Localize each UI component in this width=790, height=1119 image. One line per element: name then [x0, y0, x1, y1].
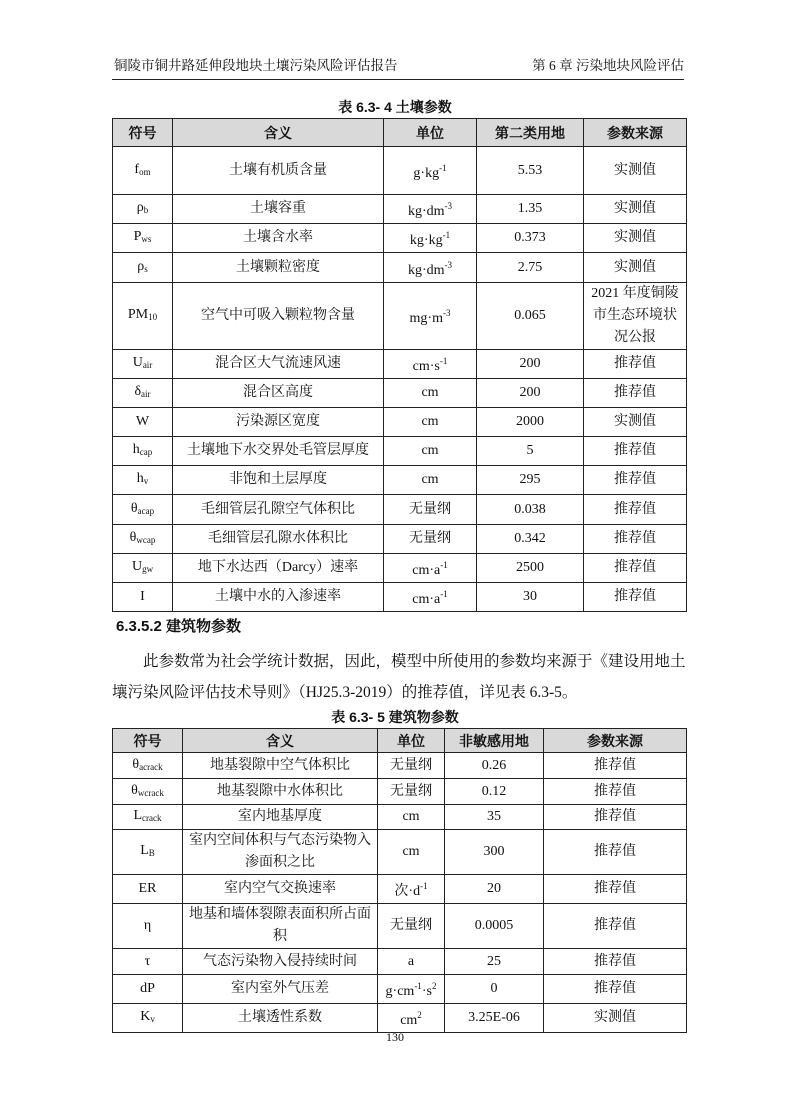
table-row — [113, 350, 687, 379]
unit-exponent: 2 — [431, 981, 437, 991]
unit-cell — [384, 495, 477, 525]
meaning-cell: 地下水达西（Darcy）速率 — [173, 554, 384, 583]
symbol: θ — [131, 782, 138, 798]
symbol-subscript: air — [141, 389, 151, 399]
unit-cell — [384, 437, 477, 466]
column-header: 参数来源 — [544, 729, 687, 753]
symbol-subscript: v — [143, 476, 149, 486]
symbol: U — [132, 355, 143, 370]
symbol-cell — [113, 283, 173, 350]
table-row — [113, 1004, 687, 1033]
meaning-cell: 土壤含水率 — [173, 224, 384, 253]
unit-text: cm·s — [412, 359, 440, 374]
symbol-cell — [113, 975, 183, 1004]
source-cell: 推荐值 — [544, 904, 687, 949]
unit-exponent: -1 — [440, 560, 448, 570]
symbol: I — [140, 589, 145, 604]
unit-text: cm — [421, 472, 439, 487]
source-cell: 推荐值 — [584, 583, 687, 612]
header-divider — [112, 79, 684, 80]
meaning-cell: 混合区高度 — [173, 379, 384, 408]
unit-cell — [378, 949, 445, 975]
meaning-cell: 气态污染物入侵持续时间 — [183, 949, 378, 975]
meaning-cell: 土壤容重 — [173, 195, 384, 224]
unit-text: kg·dm — [407, 204, 445, 219]
value-cell: 5 — [477, 437, 584, 466]
symbol-subscript: air — [142, 360, 153, 370]
value-cell: 20 — [445, 875, 544, 904]
unit-cell — [384, 147, 477, 195]
unit-text: cm — [421, 443, 439, 458]
building-parameters-table — [112, 728, 687, 1033]
symbol: h — [132, 442, 140, 457]
value-cell: 1.35 — [477, 195, 584, 224]
source-cell: 推荐值 — [584, 350, 687, 379]
value-cell: 3.25E-06 — [445, 1004, 544, 1033]
symbol: L — [140, 843, 149, 858]
symbol-cell — [113, 224, 173, 253]
unit-text: cm — [421, 414, 439, 429]
table-row — [113, 805, 687, 830]
meaning-cell: 地基裂隙中空气体积比 — [183, 753, 378, 779]
page-number: 130 — [386, 1030, 404, 1044]
symbol-subscript: ws — [141, 234, 152, 244]
symbol-subscript: cap — [139, 447, 153, 457]
symbol: ρ — [136, 200, 144, 215]
table-row — [113, 830, 687, 875]
symbol-cell — [113, 904, 183, 949]
unit-cell — [378, 830, 445, 875]
value-cell: 200 — [477, 350, 584, 379]
symbol-cell — [113, 583, 173, 612]
table-row — [113, 224, 687, 253]
unit-text: cm — [400, 1013, 418, 1028]
source-cell: 推荐值 — [584, 554, 687, 583]
unit-cell — [384, 583, 477, 612]
unit-text: 无量纲 — [409, 501, 451, 517]
value-cell: 2.75 — [477, 253, 584, 283]
symbol: U — [131, 559, 143, 574]
table-row — [113, 147, 687, 195]
meaning-cell: 土壤颗粒密度 — [173, 253, 384, 283]
unit-text: 次·d — [394, 884, 421, 899]
unit-text: cm — [421, 385, 439, 400]
unit-exponent: -3 — [444, 259, 453, 270]
unit-exponent: -1 — [439, 162, 447, 173]
table-row — [113, 437, 687, 466]
column-header: 参数来源 — [584, 119, 687, 147]
unit-cell — [378, 753, 445, 779]
symbol: PM — [127, 307, 149, 322]
soil-parameters-table — [112, 118, 687, 612]
symbol-subscript: om — [139, 166, 151, 177]
column-header: 含义 — [173, 119, 384, 147]
symbol-cell — [113, 779, 183, 805]
source-cell: 推荐值 — [544, 830, 687, 875]
symbol-cell — [113, 805, 183, 830]
meaning-cell: 室内地基厚度 — [183, 805, 378, 830]
source-cell: 推荐值 — [584, 525, 687, 554]
unit-exponent: -1 — [442, 230, 451, 240]
source-cell: 推荐值 — [544, 875, 687, 904]
source-cell: 推荐值 — [544, 779, 687, 805]
table-row — [113, 949, 687, 975]
source-cell: 推荐值 — [544, 949, 687, 975]
symbol: P — [133, 229, 142, 244]
meaning-cell: 空气中可吸入颗粒物含量 — [173, 283, 384, 350]
unit-text: mg·m — [409, 311, 443, 326]
unit-exponent: -1 — [439, 356, 448, 366]
table-row — [113, 408, 687, 437]
symbol-cell — [113, 753, 183, 779]
unit-cell — [384, 195, 477, 224]
symbol-cell — [113, 875, 183, 904]
symbol-cell — [113, 408, 173, 437]
table-row — [113, 195, 687, 224]
unit-text: 无量纲 — [390, 918, 432, 933]
symbol: η — [143, 918, 152, 933]
column-header: 第二类用地 — [477, 119, 584, 147]
meaning-cell: 室内室外气压差 — [183, 975, 378, 1004]
symbol-subscript: wcap — [136, 535, 156, 545]
symbol-cell — [113, 195, 173, 224]
symbol: h — [136, 471, 144, 486]
table-row — [113, 253, 687, 283]
value-cell: 0.342 — [477, 525, 584, 554]
source-cell: 推荐值 — [544, 753, 687, 779]
table1-caption: 表 6.3- 4 土壤参数 — [338, 99, 452, 115]
source-cell: 推荐值 — [584, 495, 687, 525]
value-cell: 0 — [445, 975, 544, 1004]
value-cell: 5.53 — [477, 147, 584, 195]
column-header: 单位 — [384, 119, 477, 147]
section-paragraph: 此参数常为社会学统计数据，因此，模型中所使用的参数均来源于《建设用地土壤污染风险评估技术导则》（HJ25.3-2019）的推荐值，详见表 6.3-5。 — [112, 653, 686, 701]
symbol-subscript: s — [144, 263, 148, 274]
source-cell: 推荐值 — [544, 805, 687, 830]
unit-text: cm·a — [412, 592, 441, 607]
value-cell: 0.038 — [477, 495, 584, 525]
source-cell: 实测值 — [584, 195, 687, 224]
symbol-cell — [113, 350, 173, 379]
source-cell: 实测值 — [584, 224, 687, 253]
unit-text: kg·dm — [407, 262, 445, 278]
symbol: θ — [130, 500, 138, 516]
meaning-cell: 室内空气交换速率 — [183, 875, 378, 904]
value-cell: 0.12 — [445, 779, 544, 805]
symbol: dP — [140, 981, 155, 996]
unit-cell — [378, 779, 445, 805]
column-header: 符号 — [113, 729, 183, 753]
source-cell: 实测值 — [584, 147, 687, 195]
unit-text: g·cm — [385, 984, 415, 999]
table2-caption: 表 6.3- 5 建筑物参数 — [331, 709, 459, 725]
meaning-cell: 土壤中水的入渗速率 — [173, 583, 384, 612]
value-cell: 200 — [477, 379, 584, 408]
table-row — [113, 554, 687, 583]
value-cell: 30 — [477, 583, 584, 612]
unit-cell — [378, 975, 445, 1004]
source-cell: 推荐值 — [584, 379, 687, 408]
unit-text: cm·a — [412, 563, 441, 578]
source-cell: 实测值 — [584, 408, 687, 437]
symbol-subscript: 10 — [148, 312, 158, 322]
column-header: 非敏感用地 — [445, 729, 544, 753]
unit-cell — [384, 525, 477, 554]
table-row — [113, 525, 687, 554]
unit-cell — [378, 904, 445, 949]
symbol: θ — [132, 756, 140, 772]
value-cell: 2500 — [477, 554, 584, 583]
unit-text: kg·kg — [409, 233, 443, 248]
unit-cell — [378, 875, 445, 904]
unit-text: a — [407, 953, 415, 969]
symbol-subscript: crack — [142, 813, 162, 823]
unit-exponent: -1 — [440, 589, 448, 599]
section-heading: 6.3.5.2 建筑物参数 — [116, 618, 242, 635]
value-cell: 295 — [477, 466, 584, 495]
value-cell: 2000 — [477, 408, 584, 437]
symbol-cell — [113, 830, 183, 875]
symbol-cell — [113, 495, 173, 525]
table-row — [113, 875, 687, 904]
source-cell: 2021 年度铜陵市生态环境状况公报 — [584, 283, 687, 350]
meaning-cell: 地基裂隙中水体积比 — [183, 779, 378, 805]
value-cell: 0.373 — [477, 224, 584, 253]
symbol-cell — [113, 253, 173, 283]
symbol: f — [134, 161, 140, 177]
unit-cell — [384, 466, 477, 495]
table-row — [113, 583, 687, 612]
unit-cell — [384, 408, 477, 437]
symbol-cell — [113, 525, 173, 554]
symbol-subscript: v — [150, 1014, 155, 1024]
meaning-cell: 室内空间体积与气态污染物入渗面积之比 — [183, 830, 378, 875]
source-cell: 实测值 — [584, 253, 687, 283]
unit-text: 无量纲 — [390, 757, 432, 773]
meaning-cell: 非饱和土层厚度 — [173, 466, 384, 495]
symbol-cell — [113, 466, 173, 495]
symbol: K — [140, 1009, 151, 1024]
table-row — [113, 495, 687, 525]
symbol-subscript: B — [148, 848, 155, 858]
table-row — [113, 283, 687, 350]
meaning-cell: 污染源区宽度 — [173, 408, 384, 437]
unit-cell — [384, 350, 477, 379]
symbol-cell — [113, 147, 173, 195]
symbol: θ — [129, 530, 137, 545]
value-cell: 0.0005 — [445, 904, 544, 949]
table-row — [113, 753, 687, 779]
symbol: τ — [144, 953, 151, 969]
symbol: L — [133, 808, 143, 823]
symbol-cell — [113, 554, 173, 583]
symbol: W — [135, 414, 150, 429]
table-row — [113, 975, 687, 1004]
table-row — [113, 779, 687, 805]
unit-cell — [384, 253, 477, 283]
symbol-subscript: wcrack — [137, 787, 164, 798]
unit-text: cm — [402, 844, 420, 859]
source-cell: 推荐值 — [584, 437, 687, 466]
value-cell: 0.065 — [477, 283, 584, 350]
symbol-cell — [113, 1004, 183, 1033]
unit-text: g·kg — [413, 165, 440, 181]
symbol-cell — [113, 379, 173, 408]
symbol-cell — [113, 437, 173, 466]
source-cell: 实测值 — [544, 1004, 687, 1033]
symbol: ER — [138, 881, 157, 896]
source-cell: 推荐值 — [544, 975, 687, 1004]
unit-cell — [378, 805, 445, 830]
unit-exponent: -3 — [444, 201, 453, 211]
symbol-subscript: acap — [137, 505, 155, 516]
unit-text: ·s — [421, 984, 432, 999]
meaning-cell: 毛细管层孔隙空气体积比 — [173, 495, 384, 525]
column-header: 含义 — [183, 729, 378, 753]
unit-cell — [384, 379, 477, 408]
meaning-cell: 混合区大气流速风速 — [173, 350, 384, 379]
symbol-subscript: acrack — [139, 761, 163, 772]
symbol-subscript: b — [143, 205, 149, 215]
column-header: 符号 — [113, 119, 173, 147]
meaning-cell: 毛细管层孔隙水体积比 — [173, 525, 384, 554]
unit-text: cm — [402, 809, 420, 824]
meaning-cell: 土壤地下水交界处毛管层厚度 — [173, 437, 384, 466]
unit-cell — [384, 224, 477, 253]
table-row — [113, 379, 687, 408]
value-cell: 35 — [445, 805, 544, 830]
symbol-cell — [113, 949, 183, 975]
unit-cell — [384, 283, 477, 350]
unit-cell — [384, 554, 477, 583]
running-header-chapter: 第 6 章 污染地块风险评估 — [532, 58, 684, 73]
symbol-subscript: gw — [142, 564, 154, 574]
column-header: 单位 — [378, 729, 445, 753]
symbol: δ — [134, 384, 142, 399]
running-header-title: 铜陵市铜井路延伸段地块土壤污染风险评估报告 — [114, 58, 398, 73]
unit-exponent: -1 — [414, 981, 422, 991]
value-cell: 300 — [445, 830, 544, 875]
unit-text: 无量纲 — [409, 531, 451, 546]
symbol: ρ — [137, 258, 145, 274]
unit-exponent: -3 — [442, 308, 451, 318]
meaning-cell: 土壤有机质含量 — [173, 147, 384, 195]
unit-text: 无量纲 — [390, 783, 432, 799]
source-cell: 推荐值 — [584, 466, 687, 495]
value-cell: 25 — [445, 949, 544, 975]
table-row — [113, 904, 687, 949]
value-cell: 0.26 — [445, 753, 544, 779]
meaning-cell: 地基和墙体裂隙表面积所占面积 — [183, 904, 378, 949]
unit-cell — [378, 1004, 445, 1033]
table-row — [113, 466, 687, 495]
unit-exponent: -1 — [420, 881, 428, 891]
unit-exponent: 2 — [417, 1010, 422, 1020]
meaning-cell: 土壤透性系数 — [183, 1004, 378, 1033]
